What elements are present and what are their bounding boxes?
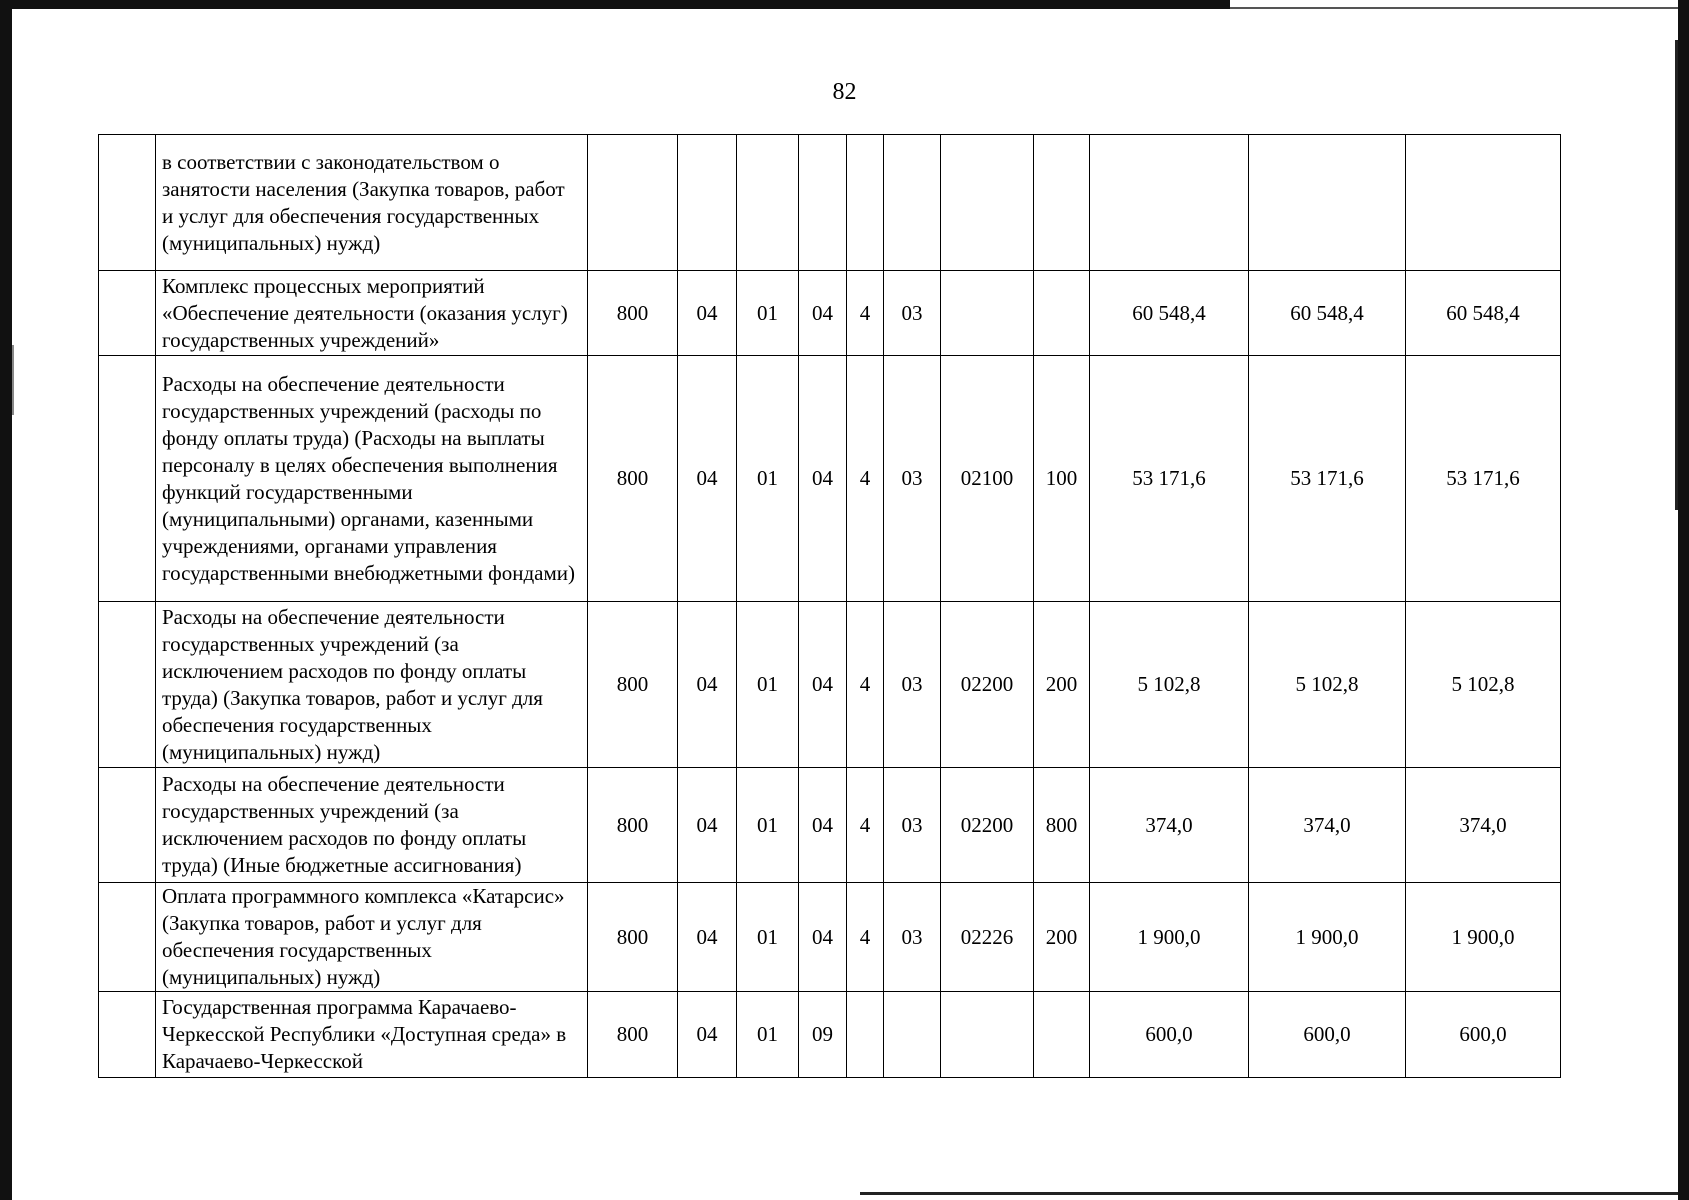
section-code: 04 [678,602,737,768]
amount-year-3: 5 102,8 [1406,602,1561,768]
page-number: 82 [832,79,857,105]
amount-year-2: 53 171,6 [1249,356,1406,602]
program-code: 04 [799,602,847,768]
expense-type-code: 100 [1034,356,1090,602]
direction-code [941,992,1034,1078]
row-number [99,768,156,883]
structural-element-code: 03 [884,356,941,602]
row-number [99,356,156,602]
section-code: 04 [678,768,737,883]
row-name: в соответствии с законодательством о занятости населения (Закупка товаров, работ и услуг для обеспечения государственных (муниципальных) нужд) [156,135,588,271]
row-name: Расходы на обеспечение деятельности государственных учреждений (расходы по фонду оплаты труда) (Расходы на выплаты персоналу в целях обеспечения выполнения функций государственными (муниципальными) органами, казенными учреждениями, органами управления государственными внебюджетными фондами) [156,356,588,602]
program-type-code [847,135,884,271]
table-row [99,602,1561,768]
program-type-code [847,992,884,1078]
direction-code: 02226 [941,883,1034,992]
amount-year-1 [1090,135,1249,271]
structural-element-code: 03 [884,768,941,883]
amount-year-2: 60 548,4 [1249,271,1406,356]
row-number [99,883,156,992]
amount-year-1: 600,0 [1090,992,1249,1078]
scan-mark [1675,40,1678,510]
program-type-code: 4 [847,883,884,992]
program-type-code: 4 [847,271,884,356]
direction-code: 02100 [941,356,1034,602]
amount-year-2: 600,0 [1249,992,1406,1078]
program-code: 09 [799,992,847,1078]
ministry-code: 800 [588,602,678,768]
amount-year-1: 5 102,8 [1090,602,1249,768]
program-type-code: 4 [847,356,884,602]
ministry-code: 800 [588,356,678,602]
subsection-code: 01 [737,602,799,768]
structural-element-code: 03 [884,883,941,992]
section-code: 04 [678,271,737,356]
scan-left-border [0,0,12,1200]
direction-code [941,135,1034,271]
amount-year-1: 374,0 [1090,768,1249,883]
table-row [99,271,1561,356]
scan-top-edge [1230,7,1689,9]
section-code: 04 [678,883,737,992]
section-code [678,135,737,271]
row-name: Расходы на обеспечение деятельности государственных учреждений (за исключением расходов по фонду оплаты труда) (Закупка товаров, работ и услуг для обеспечения государственных (муниципальных) нужд) [156,602,588,768]
expense-type-code: 800 [1034,768,1090,883]
row-name: Государственная программа Карачаево-Черкесской Республики «Доступная среда» в Карачаево-Черкесской [156,992,588,1078]
row-number [99,135,156,271]
amount-year-3 [1406,135,1561,271]
amount-year-1: 1 900,0 [1090,883,1249,992]
amount-year-3: 53 171,6 [1406,356,1561,602]
amount-year-2: 374,0 [1249,768,1406,883]
amount-year-2: 5 102,8 [1249,602,1406,768]
structural-element-code [884,135,941,271]
row-number [99,602,156,768]
row-name: Расходы на обеспечение деятельности государственных учреждений (за исключением расходов по фонду оплаты труда) (Иные бюджетные ассигнования) [156,768,588,883]
ministry-code: 800 [588,883,678,992]
expense-type-code [1034,271,1090,356]
table-row [99,356,1561,602]
row-name: Оплата программного комплекса «Катарсис» (Закупка товаров, работ и услуг для обеспечения государственных (муниципальных) нужд) [156,883,588,992]
section-code: 04 [678,992,737,1078]
direction-code: 02200 [941,768,1034,883]
row-number [99,992,156,1078]
program-code [799,135,847,271]
direction-code: 02200 [941,602,1034,768]
program-code: 04 [799,883,847,992]
ministry-code [588,135,678,271]
expense-type-code [1034,135,1090,271]
ministry-code: 800 [588,992,678,1078]
amount-year-1: 60 548,4 [1090,271,1249,356]
structural-element-code [884,992,941,1078]
subsection-code: 01 [737,768,799,883]
expense-type-code [1034,992,1090,1078]
subsection-code: 01 [737,271,799,356]
section-code: 04 [678,356,737,602]
subsection-code [737,135,799,271]
structural-element-code: 03 [884,271,941,356]
subsection-code: 01 [737,992,799,1078]
program-code: 04 [799,768,847,883]
table-row [99,992,1561,1078]
subsection-code: 01 [737,883,799,992]
amount-year-3: 374,0 [1406,768,1561,883]
scan-top-border [0,0,1230,9]
program-type-code: 4 [847,768,884,883]
direction-code [941,271,1034,356]
table-row [99,768,1561,883]
table-row [99,135,1561,271]
expense-type-code: 200 [1034,602,1090,768]
scan-mark [12,345,14,415]
ministry-code: 800 [588,271,678,356]
program-code: 04 [799,271,847,356]
amount-year-3: 1 900,0 [1406,883,1561,992]
program-type-code: 4 [847,602,884,768]
structural-element-code: 03 [884,602,941,768]
row-name: Комплекс процессных мероприятий «Обеспечение деятельности (оказания услуг) государственных учреждений» [156,271,588,356]
amount-year-3: 600,0 [1406,992,1561,1078]
ministry-code: 800 [588,768,678,883]
amount-year-2 [1249,135,1406,271]
budget-table [98,134,1561,1078]
amount-year-1: 53 171,6 [1090,356,1249,602]
table-row [99,883,1561,992]
amount-year-3: 60 548,4 [1406,271,1561,356]
subsection-code: 01 [737,356,799,602]
scan-bottom-line [860,1192,1678,1195]
row-number [99,271,156,356]
program-code: 04 [799,356,847,602]
expense-type-code: 200 [1034,883,1090,992]
amount-year-2: 1 900,0 [1249,883,1406,992]
scan-right-border [1678,0,1689,1200]
